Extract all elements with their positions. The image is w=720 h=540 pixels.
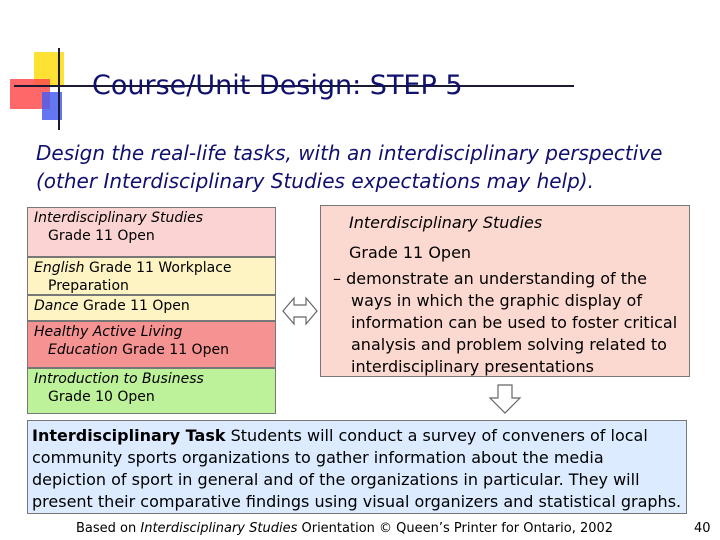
course-grade: Grade 11 Workplace	[84, 260, 232, 276]
footer-prefix: Based on	[76, 521, 141, 536]
subtitle: Design the real-life tasks, with an interdisciplinary perspective (other Interdisciplinary Studies expectations may help).	[36, 141, 663, 193]
course-box-healthy-active-living	[27, 321, 276, 368]
task-text: Students will conduct a survey of conveners of local community sports organizations to gather information about the media depiction of sport in general and of the organizations in particular. They will present their comparative findings using visual organizers and statistical graphs.	[32, 426, 682, 511]
expectation-box	[320, 205, 690, 377]
course-box-english	[27, 257, 276, 295]
course-grade-cont: Preparation	[48, 278, 129, 294]
expectation-grade: Grade 11 Open	[349, 243, 472, 262]
double-arrow-icon	[282, 294, 318, 328]
page-number: 40	[694, 521, 711, 536]
course-box-dance	[27, 295, 276, 321]
course-grade: Grade 11 Open	[78, 298, 190, 314]
page-title: Course/Unit Design: STEP 5	[92, 70, 463, 101]
course-box-business	[27, 368, 276, 414]
footer-suffix: Orientation © Queen’s Printer for Ontario, 2002	[297, 521, 614, 536]
logo-vertical-line	[58, 48, 60, 130]
interdisciplinary-task-box	[27, 420, 687, 514]
footer-italic: Interdisciplinary Studies	[140, 521, 298, 536]
task-label: Interdisciplinary Task	[32, 426, 226, 445]
course-grade: Grade 10 Open	[48, 389, 155, 405]
course-grade: Grade 11 Open	[117, 342, 229, 358]
course-name-cont: Education	[48, 342, 118, 358]
course-name: English	[34, 260, 85, 276]
course-name: Introduction to Business	[34, 371, 204, 387]
footer-citation	[76, 521, 613, 536]
expectation-course: Interdisciplinary Studies	[349, 213, 543, 232]
down-arrow-icon	[488, 384, 522, 414]
course-name: Healthy Active Living	[34, 324, 183, 340]
course-box-interdisciplinary	[27, 207, 276, 257]
expectation-description: – demonstrate an understanding of the ways in which the graphic display of information can be used to foster critical analysis and problem solving related to interdisciplinary presentations	[333, 269, 678, 376]
course-grade: Grade 11 Open	[48, 228, 155, 244]
course-name: Interdisciplinary Studies	[34, 210, 204, 226]
course-name: Dance	[34, 298, 79, 314]
